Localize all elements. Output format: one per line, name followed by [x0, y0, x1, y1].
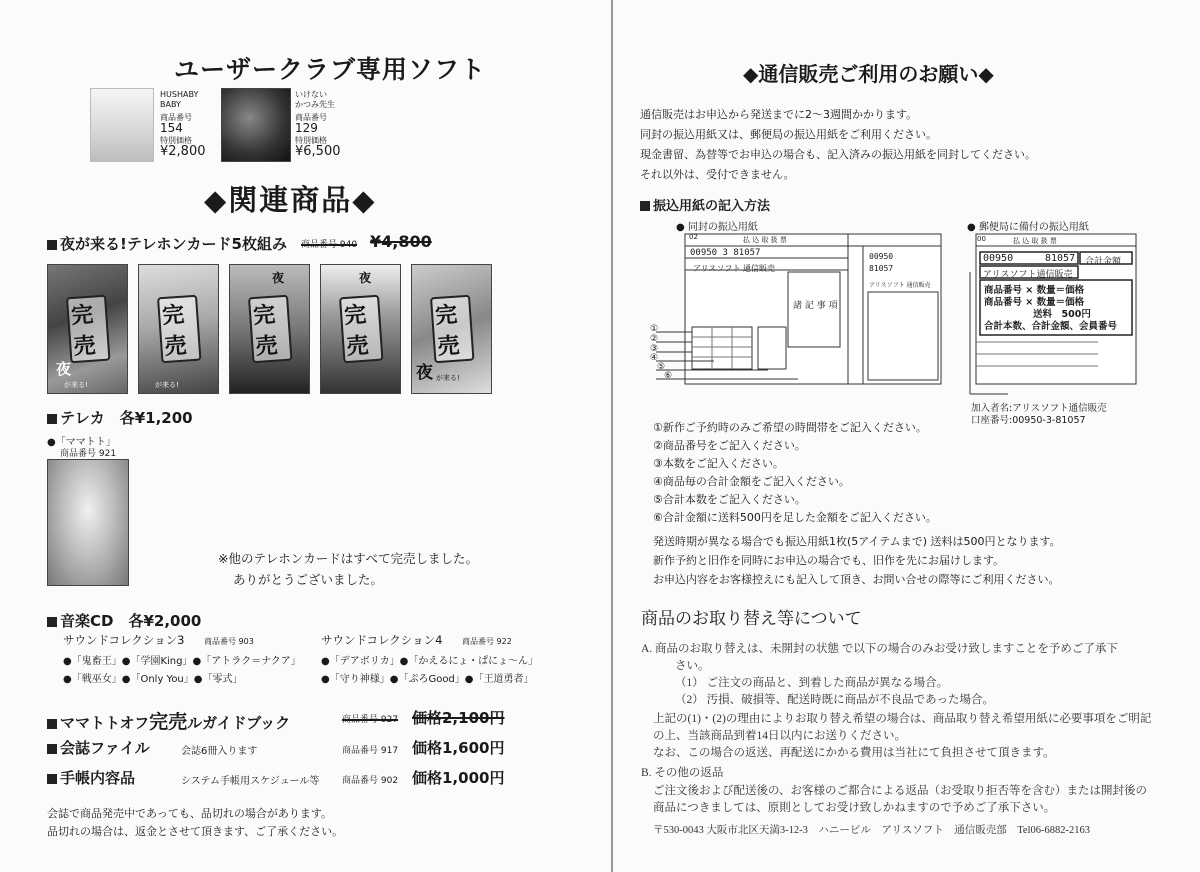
circle-label-3: ③	[650, 344, 659, 354]
mamatoto-card	[47, 459, 129, 586]
card-logo: 夜	[272, 271, 285, 285]
diagram-right-caption: ● 郵便局に備付の振込用紙	[967, 222, 1089, 233]
music-col2-line2: ●「守り神様」●「ぷろGood」●「王道勇者」	[321, 674, 534, 685]
slip-stub-num-1: 00950	[869, 252, 894, 261]
hushaby-baby-cover	[90, 88, 154, 162]
slip-title: 払 込 取 扱 票	[743, 236, 787, 244]
post-line-4: 合計本数、合計金額、会員番号	[984, 321, 1118, 332]
soldout-stamp: 完売	[429, 295, 473, 364]
ikenai-katsumi-cover	[221, 88, 291, 162]
music-col2-code: 商品番号 922	[462, 637, 512, 646]
step-3: ③本数をご記入ください。	[653, 457, 784, 470]
product-1-name-1: HUSHABY	[160, 90, 199, 99]
bullet-square-icon	[47, 617, 57, 627]
exchange-b-p1: ご注文後および配送後の、お客様のご都合による返品（お受取り拒否等を含む）または開封後の	[653, 785, 1148, 797]
slip-num-3: 81057	[733, 248, 761, 258]
right-page	[613, 0, 1200, 872]
post-num-1: 00950	[983, 253, 1014, 264]
product-1-code-label: 商品番号	[160, 113, 192, 122]
slip-stub-payee: アリスソフト 通信販売	[869, 282, 931, 289]
intro-line-2: 同封の振込用紙又は、郵便局の振込用紙をご利用ください。	[640, 128, 937, 141]
teleca-item-code: 商品番号 921	[60, 449, 117, 459]
slip-corner: 02	[689, 233, 698, 241]
method-title: 振込用紙の記入方法	[653, 199, 771, 214]
music-col1-title: サウンドコレクション3	[63, 633, 185, 647]
teleca-item-name: ●「ママトト」	[47, 437, 116, 448]
product-1-name-2: BABY	[160, 100, 181, 109]
circle-label-6: ⑥	[664, 371, 673, 381]
guidebook-price: 価格2,100円	[412, 709, 505, 727]
product-1-price-label: 特別価格	[160, 136, 192, 145]
music-col2-title: サウンドコレクション4	[321, 633, 443, 647]
phone-card-3	[229, 264, 310, 394]
product-2-price: ¥6,500	[295, 144, 341, 159]
circle-label-1: ①	[650, 324, 659, 334]
phonecard-set-label: 夜が来る!テレホンカード5枚組み	[60, 235, 287, 253]
bullet-square-icon	[47, 744, 57, 754]
card-logo-sub: が来る!	[64, 381, 88, 389]
card-logo: 夜	[56, 360, 72, 378]
intro-line-3: 現金書留、為替等でお申込の場合も、記入済みの振込用紙を同封してください。	[640, 148, 1036, 161]
exchange-a-p2: の上、当該商品到着14日以内にお送りください。	[653, 730, 906, 742]
note-2: 新作予約と旧作を同時にお申込の場合でも、旧作を先にお届けします。	[653, 554, 1005, 567]
circle-label-4: ④	[650, 353, 659, 363]
notice-line-2: ありがとうございました。	[233, 572, 384, 587]
circle-label-2: ②	[650, 334, 659, 344]
planner-price: 価格1,000円	[412, 769, 505, 787]
exchange-a-item-1: （1） ご注文の商品と、到着した商品が異なる場合。	[675, 677, 949, 689]
bullet-square-icon	[47, 414, 57, 424]
bullet-square-icon	[47, 240, 57, 250]
product-2-name-1: いけない	[295, 90, 327, 99]
product-2-code-label: 商品番号	[295, 113, 327, 122]
slip-num-2: 3	[722, 248, 728, 258]
post-num-2: 81057	[1045, 253, 1076, 264]
intro-line-4: それ以外は、受付できません。	[640, 168, 795, 181]
card-logo-sub: が来る!	[155, 381, 179, 389]
product-2-code: 129	[295, 121, 318, 135]
guidebook-label-a: ママトトオフ	[60, 714, 150, 732]
file-desc: 会誌6冊入ります	[181, 746, 258, 757]
music-row	[47, 610, 201, 631]
guidebook-row	[47, 707, 290, 734]
method-title-row	[640, 195, 770, 214]
teleca-label: テレカ 各¥1,200	[60, 409, 193, 427]
circle-label-5: ⑤	[657, 362, 666, 372]
exchange-a-p3: なお、この場合の返送、再配送にかかる費用は当社にて負担させて頂きます。	[653, 747, 1055, 759]
music-col1-line1: ●「鬼畜王」●「学園King」●「アトラク＝ナクア」	[63, 656, 301, 667]
bullet-square-icon	[47, 774, 57, 784]
diagram-left-caption: ● 同封の振込用紙	[676, 222, 758, 233]
slip-num-1: 00950	[690, 248, 718, 258]
post-corner: 00	[977, 235, 986, 243]
soldout-stamp: 完売	[65, 295, 109, 364]
account-name: 加入者名:アリスソフト通信販売	[971, 403, 1107, 414]
planner-label: 手帳内容品	[60, 769, 136, 787]
phonecard-set-code: 商品番号 940	[301, 240, 358, 250]
planner-code: 商品番号 902	[342, 776, 399, 786]
soldout-stamp: 完売	[156, 295, 200, 364]
note-1: 発送時期が異なる場合でも振込用紙1枚(5アイテムまで) 送料は500円となります。	[653, 535, 1061, 548]
phone-card-2	[138, 264, 219, 394]
guidebook-code: 商品番号 927	[342, 715, 399, 725]
music-col2-line1: ●「デアボリカ」●「かえるにょ・ぱにょ～ん」	[321, 656, 538, 667]
intro-line-1: 通信販売はお申込から発送までに2～3週間かかります。	[640, 108, 918, 121]
post-total-label: 合計金額	[1085, 257, 1122, 267]
file-row	[47, 737, 150, 758]
footer-line-1: 会誌で商品発売中であっても、品切れの場合があります。	[47, 807, 333, 820]
card-logo: 夜	[359, 271, 372, 285]
phonecard-set-row	[47, 233, 287, 254]
slip-stub-num-2: 81057	[869, 264, 894, 273]
teleca-row	[47, 407, 193, 428]
phone-card-4	[320, 264, 401, 394]
soldout-text: 完売	[149, 711, 188, 733]
post-line-2: 商品番号 × 数量＝価格	[984, 297, 1085, 308]
phonecard-set-price: ¥4,800	[370, 232, 432, 251]
music-label: 音楽CD 各¥2,000	[60, 612, 202, 630]
file-price: 価格1,600円	[412, 739, 505, 757]
soldout-stamp: 完売	[247, 295, 291, 364]
footer-line-2: 品切れの場合は、返金とさせて頂きます、ご了承ください。	[47, 825, 344, 838]
post-line-1: 商品番号 × 数量＝価格	[984, 285, 1085, 296]
step-1: ①新作ご予約時のみご希望の時間帯をご記入ください。	[653, 421, 927, 434]
slip-notes-box: 諸 記 事 項	[793, 301, 838, 311]
exchange-a-line2: さい。	[675, 660, 710, 672]
post-line-3: 送料 500円	[1033, 309, 1091, 320]
planner-desc: システム手帳用スケジュール等	[181, 776, 320, 787]
product-2-name-2: かつみ先生	[295, 100, 335, 109]
exchange-a-item-2: （2） 汚損、破損等、配送時既に商品が不良品であった場合。	[675, 694, 995, 706]
file-label: 会誌ファイル	[60, 739, 150, 757]
post-title: 払 込 取 扱 票	[1013, 237, 1057, 245]
club-title: ユーザークラブ専用ソフト	[174, 55, 487, 84]
related-title: ◆関連商品◆	[204, 183, 377, 217]
card-logo-sub: が来る!	[436, 374, 460, 382]
planner-row	[47, 767, 135, 788]
account-number: 口座番号:00950-3-81057	[971, 415, 1086, 426]
step-4: ④商品毎の合計金額をご記入ください。	[653, 475, 850, 488]
file-code: 商品番号 917	[342, 746, 399, 756]
slip-account-num	[690, 248, 760, 258]
post-payee: アリスソフト通信販売	[983, 270, 1073, 280]
step-5: ⑤合計本数をご記入ください。	[653, 493, 806, 506]
note-3: お申込内容をお客様控えにも記入して頂き、お問い合せの際等にご利用ください。	[653, 573, 1060, 586]
product-2-price-label: 特別価格	[295, 136, 327, 145]
bullet-square-icon	[640, 201, 650, 211]
step-2: ②商品番号をご記入ください。	[653, 439, 806, 452]
guidebook-label-b: ルガイドブック	[187, 714, 291, 732]
exchange-b-p2: 商品につきましては、原則としてお受け致しかねますので予めご了承下さい。	[653, 802, 1056, 814]
exchange-title: 商品のお取り替え等について	[641, 609, 862, 628]
bullet-square-icon	[47, 719, 57, 729]
mail-order-title: ◆通信販売ご利用のお願い◆	[743, 62, 994, 86]
company-address: 〒530-0043 大阪市北区天満3-12-3 ハニービル アリスソフト 通信販売部 Tel06-6882-2163	[653, 825, 1090, 836]
phone-card-1	[47, 264, 128, 394]
product-1-code: 154	[160, 121, 183, 135]
product-1-price: ¥2,800	[160, 144, 206, 159]
soldout-stamp: 完売	[338, 295, 382, 364]
slip-payee: アリスソフト 通信販売	[693, 264, 776, 273]
music-col1-code: 商品番号 903	[204, 637, 254, 646]
notice-line-1: ※他のテレホンカードはすべて完売しました。	[218, 551, 478, 566]
exchange-a-head: A. 商品のお取り替えは、未開封の状態 で以下の場合のみお受け致しますことを予めご了承下	[641, 643, 1118, 655]
exchange-a-p1: 上記の(1)・(2)の理由によりお取り替え希望の場合は、商品取り替え希望用紙に必要事項をご明記	[653, 713, 1152, 725]
card-logo: 夜	[416, 363, 433, 383]
step-6: ⑥合計金額に送料500円を足した金額をご記入ください。	[653, 511, 937, 524]
exchange-b-head: B. その他の返品	[641, 767, 724, 779]
phone-card-5	[411, 264, 492, 394]
music-col1-line2: ●「戦巫女」●「Only You」●「零式」	[63, 674, 243, 685]
